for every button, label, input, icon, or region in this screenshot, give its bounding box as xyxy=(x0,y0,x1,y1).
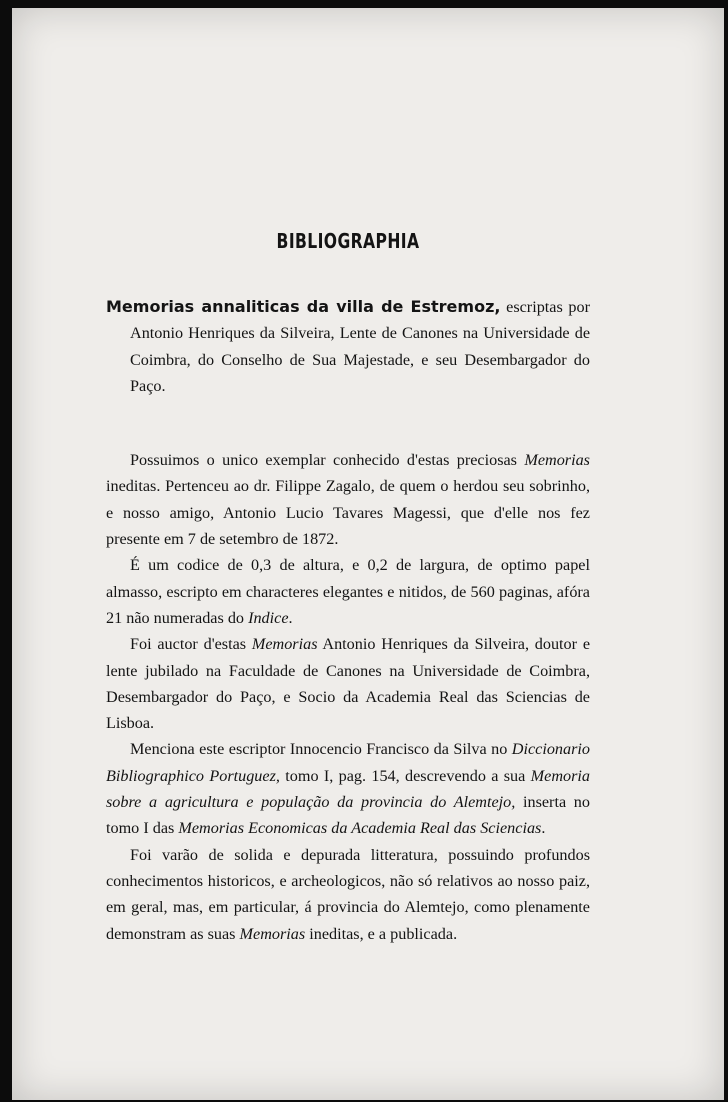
section-heading: BIBLIOGRAPHIA xyxy=(276,229,420,253)
bleed-through-text xyxy=(12,96,724,117)
entry-description: escriptas por Antonio Henriques da Silveira, Lente de Canones na Universidade de Coimbra, do Conselho de Sua Majestade, e seu Desembargador do Paço. xyxy=(130,298,591,395)
paragraph-3: Foi auctor d'estas Memorias Antonio Henriques da Silveira, doutor e lente jubilado na Faculdade de Canones na Universidade de Coimbra, Desembargador do Paço, e Socio da Academia Real das Sciencias de Lisboa. xyxy=(106,635,590,733)
paragraph-1: Possuimos o unico exemplar conhecido d'estas preciosas Memorias ineditas. Pertenceu ao dr. Filippe Zagalo, de quem o herdou seu sobrinho, e nosso amigo, Antonio Lucio Tavares Magessi, que d'elle nos fez presente em 7 de setembro de 1872. xyxy=(106,451,590,549)
book-page xyxy=(12,8,724,1100)
paragraph-5: Foi varão de solida e depurada litteratura, possuindo profundos conhecimentos historicos, e archeologicos, não só relativos ao nosso paiz, em geral, mas, em particular, á provincia do Alemtejo, como plenamente demonstram as suas Memorias ineditas, e a publicada. xyxy=(106,845,590,943)
entry-title: Memorias annaliticas da villa de Estremoz, xyxy=(106,297,501,316)
bibliographic-entry xyxy=(106,294,590,399)
entry-commentary xyxy=(106,447,590,947)
paragraph-2: É um codice de 0,3 de altura, e 0,2 de largura, de optimo papel almasso, escripto em characteres elegantes e nitidos, de 560 paginas, afóra 21 não numeradas do Indice. xyxy=(106,556,590,627)
paragraph-4: Menciona este escriptor Innocencio Francisco da Silva no Diccionario Bibliographico Portuguez, tomo I, pag. 154, descrevendo a sua Memoria sobre a agricultura e população da provincia do Alemtejo, inserta no tomo I das Memorias Economicas da Academia Real das Sciencias. xyxy=(106,740,591,838)
page-content xyxy=(106,228,590,947)
